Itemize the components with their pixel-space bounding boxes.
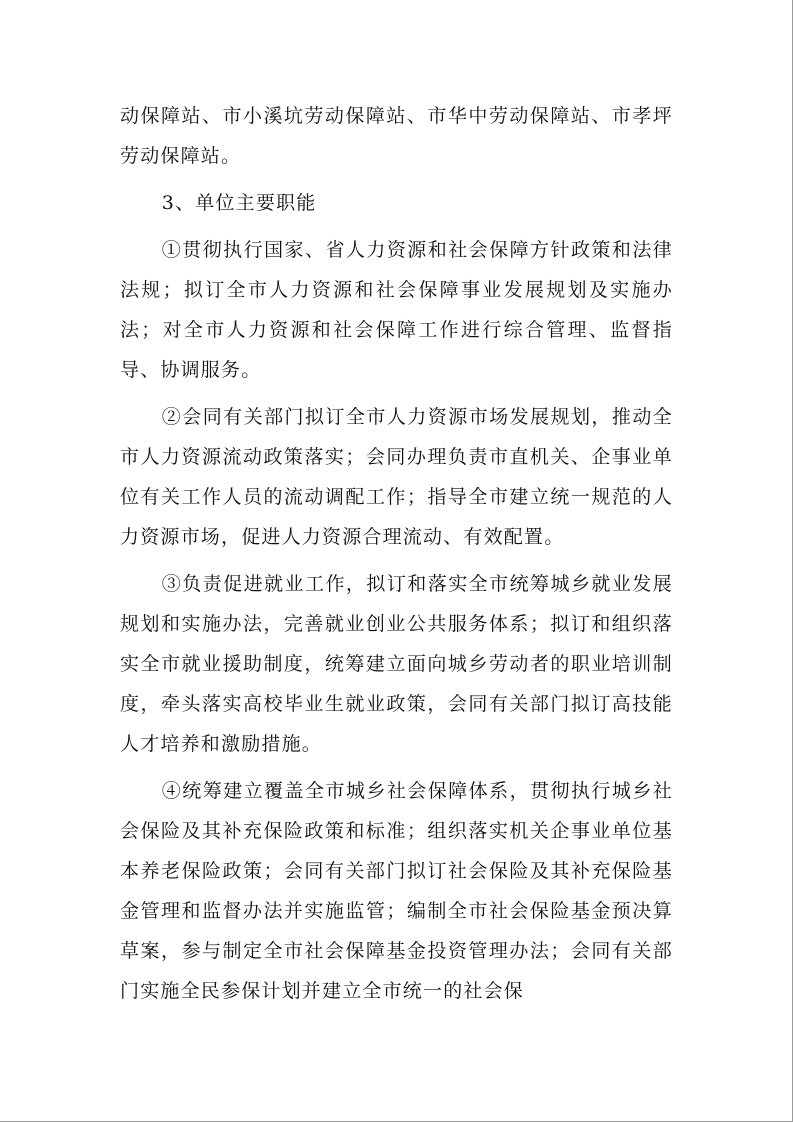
paragraph-function-4: ④统筹建立覆盖全市城乡社会保障体系，贯彻执行城乡社会保险及其补充保险政策和标准；组织落实机关企事业单位基本养老保险政策；会同有关部门拟订社会保险及其补充保险基金管理和监督办法并实施监管；编制全市社会保险基金预决算草案，参与制定全市社会保障基金投资管理办法；会同有关部门实施全民参保计划并建立全市统一的社会保	[120, 780, 673, 1002]
section-heading-functions: 3、单位主要职能	[161, 192, 317, 214]
paragraph-function-2: ②会同有关部门拟订全市人力资源市场发展规划，推动全市人力资源流动政策落实；会同办理负责市直机关、企事业单位有关工作人员的流动调配工作；指导全市建立统一规范的人力资源市场，促进人力资源合理流动、有效配置。	[120, 406, 673, 548]
paragraph-continuation: 动保障站、市小溪坑劳动保障站、市华中劳动保障站、市孝坪劳动保障站。	[120, 105, 673, 167]
paragraph-function-3: ③负责促进就业工作，拟订和落实全市统筹城乡就业发展规划和实施办法，完善就业创业公共服务体系；拟订和组织落实全市就业援助制度，统筹建立面向城乡劳动者的职业培训制度，牵头落实高校毕业生就业政策，会同有关部门拟订高技能人才培养和激励措施。	[120, 573, 673, 755]
paragraph-function-1: ①贯彻执行国家、省人力资源和社会保障方针政策和法律法规；拟订全市人力资源和社会保障事业发展规划及实施办法；对全市人力资源和社会保障工作进行综合管理、监督指导、协调服务。	[120, 239, 673, 381]
document-body	[120, 96, 673, 1011]
